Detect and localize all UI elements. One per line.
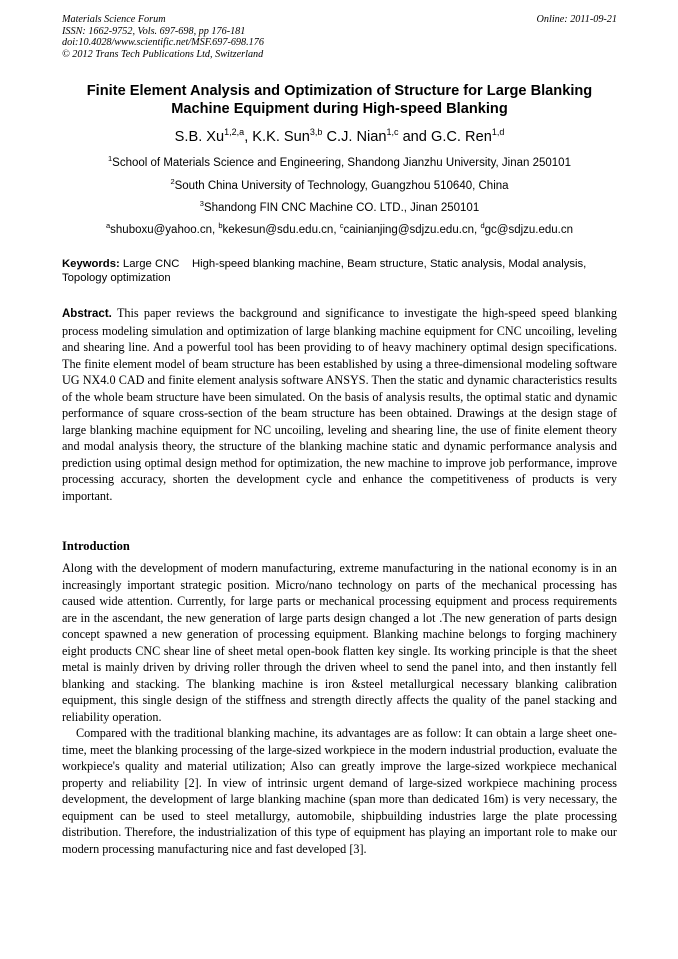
author-name: G.C. Ren xyxy=(430,129,492,145)
abstract-block xyxy=(62,305,617,504)
author-name: S.B. Xu xyxy=(174,129,225,145)
publication-header xyxy=(62,14,617,60)
introduction-body xyxy=(62,560,617,857)
affiliation-text: Shandong FIN CNC Machine CO. LTD., Jinan 250101 xyxy=(203,202,480,214)
affiliation-marker: 1 xyxy=(108,154,113,163)
email-marker: a xyxy=(105,221,111,230)
author-superscript: 1,2,a xyxy=(224,127,245,137)
affiliation-text: South China University of Technology, Guangzhou 510640, China xyxy=(174,180,509,192)
author-superscript: 1,c xyxy=(386,127,399,137)
email-link[interactable]: shuboxu@yahoo.cn, xyxy=(110,224,219,236)
email-marker: d xyxy=(480,221,485,230)
affiliation-3 xyxy=(62,201,617,215)
journal-name: Materials Science Forum xyxy=(62,14,166,25)
affiliation-marker: 3 xyxy=(199,199,204,208)
affiliation-1 xyxy=(62,156,617,170)
email-marker: c xyxy=(339,221,344,230)
paragraph: Compared with the traditional blanking machine, its advantages are as follow: It can obtain a large sheet one-time, meet the blanking processing of the large-sized workpiece in the modern industrial production, evaluate the workpiece's quality and material utilization; Also can greatly improve the large-sized workpiece mechanical property and reliability [2]. In view of intrinsic urgent demand of large-sized workpiece machining process development, the development of large blanking machine (span more than dedicated 16m) is very necessary, the equipment can be used to steel metallurgy, automobile, shipbuilding industries large the plate processing distribution. Therefore, the industrialization of this type of equipment has playing an important role to make our modern processing manufacturing nice and fast developed [3]. xyxy=(62,726,617,856)
online-date: Online: 2011-09-21 xyxy=(536,14,617,25)
paper-title: Finite Element Analysis and Optimization of Structure for Large Blanking Machine Equipment during High-speed Blanking xyxy=(86,83,593,117)
author-separator: and xyxy=(398,129,431,145)
author-name: C.J. Nian xyxy=(326,129,387,145)
keywords-block xyxy=(62,257,617,285)
issn-line: ISSN: 1662-9752, Vols. 697-698, pp 176-181 xyxy=(62,25,246,37)
keywords-label: Keywords: xyxy=(62,258,120,270)
abstract-text: This paper reviews the background and significance to investigate the high-speed speed blanking process modeling simulation and optimization of large blanking machine equipment for CNC uncoiling, leveling and shearing line. And a powerful tool has been providing to of heavy machinery optimal design specifications. The finite element model of beam structure has been established by using a three-dimensional modeling software UG NX4.0 CAD and finite element analysis software ANSYS. Then the static and dynamic characteristics results of the whole beam structure have been simulated. On the basis of analysis results, the optimal static and dynamic performance of square cross-section of the beam structure has been obtained. Drawings at the design stage of large blanking machine equipment for NC uncoiling, leveling and shearing line, the use of finite element theory and modal analysis theory, the structure of the blanking machine static and dynamic performance analysis and prediction using optimal design method for optimization, the new machine to improve job performance, improve processing accuracy, shorten the development cycle and enhance the competitiveness of products is very important. xyxy=(62,306,617,503)
email-list xyxy=(62,223,617,237)
email-link[interactable]: cainianjing@sdjzu.edu.cn, xyxy=(343,224,481,236)
paragraph: Along with the development of modern manufacturing, extreme manufacturing in the national economy is in an increasingly important strategic position. Micro/nano technology on parts of the mechanical processing has caused wide attention. Currently, for large parts or mechanical processing equipment and process requirements are in the ascendant, the new generation of large parts design changed a lot .The new generation of parts design concept spawned a new generation of processing equipment. Blanking machine belongs to forging machinery eight products CNC shear line of sheet metal open-book flatten key single. Its working principle is that the sheet metal is mainly driven by driving roller through the driven wheel to send the panel into, and then instantly fell blanking and stacking. The blanking machine is iron &steel metallurgical necessary blanking calibration equipment, this single design of the stiffness and strength directly affects the quality of the panel stacking and reliability operation. xyxy=(62,561,617,724)
abstract-label: Abstract. xyxy=(62,308,112,320)
email-link[interactable]: gc@sdjzu.edu.cn xyxy=(484,224,574,236)
author-separator: , xyxy=(244,129,253,145)
email-marker: b xyxy=(218,221,223,230)
email-link[interactable]: kekesun@sdu.edu.cn, xyxy=(222,224,340,236)
section-heading-introduction: Introduction xyxy=(62,539,130,553)
affiliation-text: School of Materials Science and Engineering, Shandong Jianzhu University, Jinan 250101 xyxy=(112,157,571,169)
keywords-text: Large CNC High-speed blanking machine, Beam structure, Static analysis, Modal analysis, Topology optimization xyxy=(62,258,590,284)
affiliation-marker: 2 xyxy=(170,177,175,186)
affiliation-2 xyxy=(62,179,617,193)
copyright-line: © 2012 Trans Tech Publications Ltd, Switzerland xyxy=(62,48,264,60)
author-name: K.K. Sun xyxy=(252,129,310,145)
author-superscript: 3,b xyxy=(309,127,323,137)
author-superscript: 1,d xyxy=(491,127,505,137)
doi-line: doi:10.4028/www.scientific.net/MSF.697-698.176 xyxy=(62,37,264,48)
author-list xyxy=(62,128,617,146)
